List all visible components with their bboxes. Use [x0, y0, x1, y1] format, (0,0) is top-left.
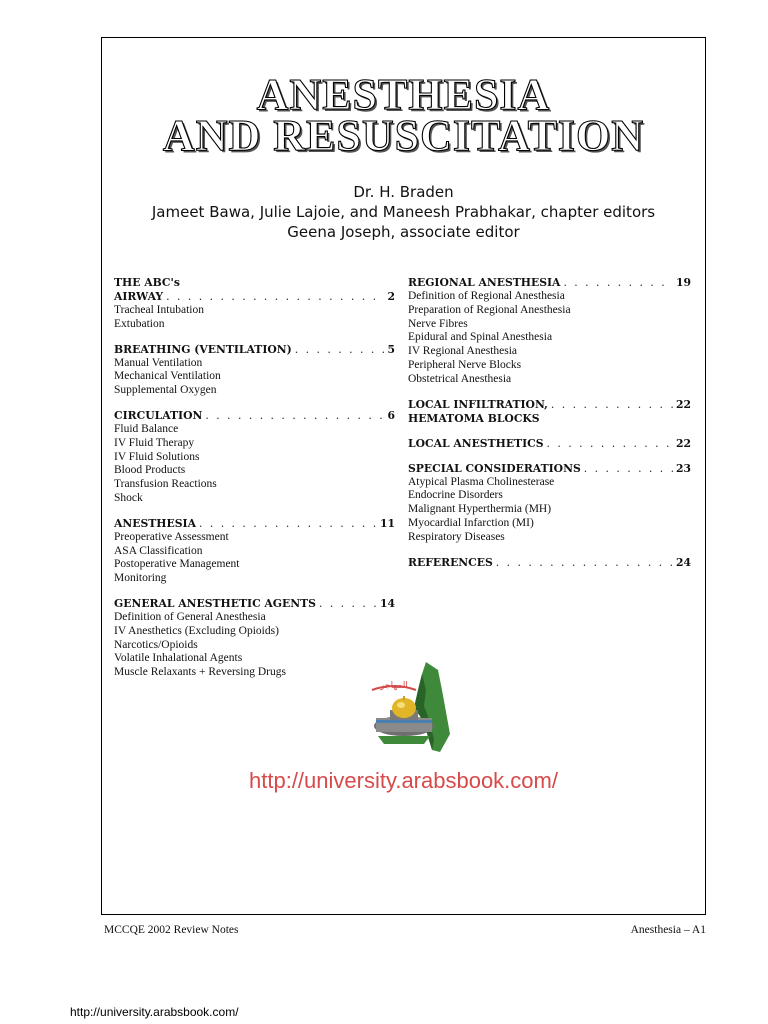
toc-subitem: Obstetrical Anesthesia: [408, 372, 512, 385]
toc-section-anesthesia: [114, 517, 395, 586]
toc-entry-local-infiltration[interactable]: LOCAL INFILTRATION, . . . 22: [408, 398, 691, 412]
page-frame: [101, 37, 706, 915]
watermark-url[interactable]: http://university.arabsbook.com/: [249, 768, 558, 793]
toc-subitem: IV Regional Anesthesia: [408, 345, 518, 358]
toc-heading-abcs: THE ABC's: [114, 276, 180, 289]
toc-subitem: Malignant Hyperthermia (MH): [408, 503, 552, 516]
toc-left-column: [114, 276, 395, 691]
toc-subitem: Muscle Relaxants + Reversing Drugs: [114, 666, 286, 679]
toc-entry-circulation[interactable]: CIRCULATION . . . 6: [114, 409, 395, 423]
footer-left: MCCQE 2002 Review Notes: [104, 924, 239, 936]
toc-section-general-agents: [114, 597, 395, 680]
toc-subitem: ASA Classification: [114, 544, 203, 557]
toc-subitem: Endocrine Disorders: [408, 489, 503, 502]
footer-right: Anesthesia – A1: [630, 924, 706, 936]
toc-section-airway: [114, 290, 395, 332]
toc-section-references: [408, 556, 691, 570]
toc-entry-airway[interactable]: AIRWAY . . . 2: [114, 290, 395, 304]
toc-subitem: Fluid Balance: [114, 422, 179, 435]
toc-section-breathing: [114, 343, 395, 398]
toc-section-local-infiltration: [408, 398, 691, 426]
toc-subitem: Blood Products: [114, 464, 186, 477]
toc-subitem: Nerve Fibres: [408, 317, 468, 330]
toc-subitem: Shock: [114, 491, 143, 504]
toc-subitem: Narcotics/Opioids: [114, 638, 198, 651]
toc-subitem: Transfusion Reactions: [114, 478, 217, 491]
title-line-1: ANESTHESIA: [256, 70, 551, 119]
toc-subitem: IV Anesthetics (Excluding Opioids): [114, 624, 279, 637]
toc-section-regional: [408, 276, 691, 387]
toc-subitem: Extubation: [114, 317, 165, 330]
toc-subitem: Peripheral Nerve Blocks: [408, 358, 522, 371]
toc-subitem: Definition of Regional Anesthesia: [408, 290, 565, 302]
toc-subitem: IV Fluid Solutions: [114, 450, 200, 463]
toc-entry-general-agents[interactable]: GENERAL ANESTHETIC AGENTS . . . 14: [114, 597, 395, 611]
toc-subitem: Definition of General Anesthesia: [114, 610, 266, 623]
title-line-2: AND RESUSCITATION: [162, 111, 645, 160]
toc-subitem: Mechanical Ventilation: [114, 370, 221, 383]
toc-subitem: Atypical Plasma Cholinesterase: [408, 475, 555, 488]
toc-subitem: Postoperative Management: [114, 558, 240, 571]
toc-entry-special[interactable]: SPECIAL CONSIDERATIONS . . . 23: [408, 462, 691, 476]
toc-subitem: Respiratory Diseases: [408, 530, 505, 543]
author-name: Dr. H. Braden: [353, 183, 454, 201]
dome-map-logo-icon: [364, 660, 460, 756]
toc-subitem: Tracheal Intubation: [114, 304, 204, 316]
toc-entry-breathing[interactable]: BREATHING (VENTILATION) . . . 5: [114, 343, 395, 357]
toc-subitem: Preparation of Regional Anesthesia: [408, 303, 571, 316]
toc-subitem: Volatile Inhalational Agents: [114, 652, 243, 665]
toc-right-column: [408, 276, 691, 581]
bottom-url[interactable]: http://university.arabsbook.com/: [70, 1005, 239, 1019]
toc-subitem: Preoperative Assessment: [114, 530, 229, 543]
toc-section-local-anesthetics: [408, 437, 691, 451]
toc-subitem: Myocardial Infarction (MI): [408, 516, 534, 529]
toc-subitem: Epidural and Spinal Anesthesia: [408, 331, 553, 344]
toc-entry-references[interactable]: REFERENCES . . . 24: [408, 556, 691, 570]
toc-section-special: [408, 462, 691, 545]
toc-subitem: Manual Ventilation: [114, 356, 203, 369]
toc-entry-local-anesthetics[interactable]: LOCAL ANESTHETICS . . . 22: [408, 437, 691, 451]
chapter-editors: Jameet Bawa, Julie Lajoie, and Maneesh Prabhakar, chapter editors: [151, 203, 656, 221]
toc-subitem: Supplemental Oxygen: [114, 384, 217, 397]
authors-block: [102, 182, 705, 242]
toc-entry-anesthesia[interactable]: ANESTHESIA . . . 11: [114, 517, 395, 531]
toc-subitem: IV Fluid Therapy: [114, 436, 195, 449]
toc-entry-hematoma-blocks[interactable]: HEMATOMA BLOCKS: [408, 411, 540, 425]
toc-section-circulation: [114, 409, 395, 506]
logo-arabic-text: المهاجر: [380, 681, 408, 691]
associate-editor: Geena Joseph, associate editor: [287, 223, 520, 241]
toc-entry-regional[interactable]: REGIONAL ANESTHESIA . . . 19: [408, 276, 691, 290]
toc-subitem: Monitoring: [114, 572, 167, 585]
